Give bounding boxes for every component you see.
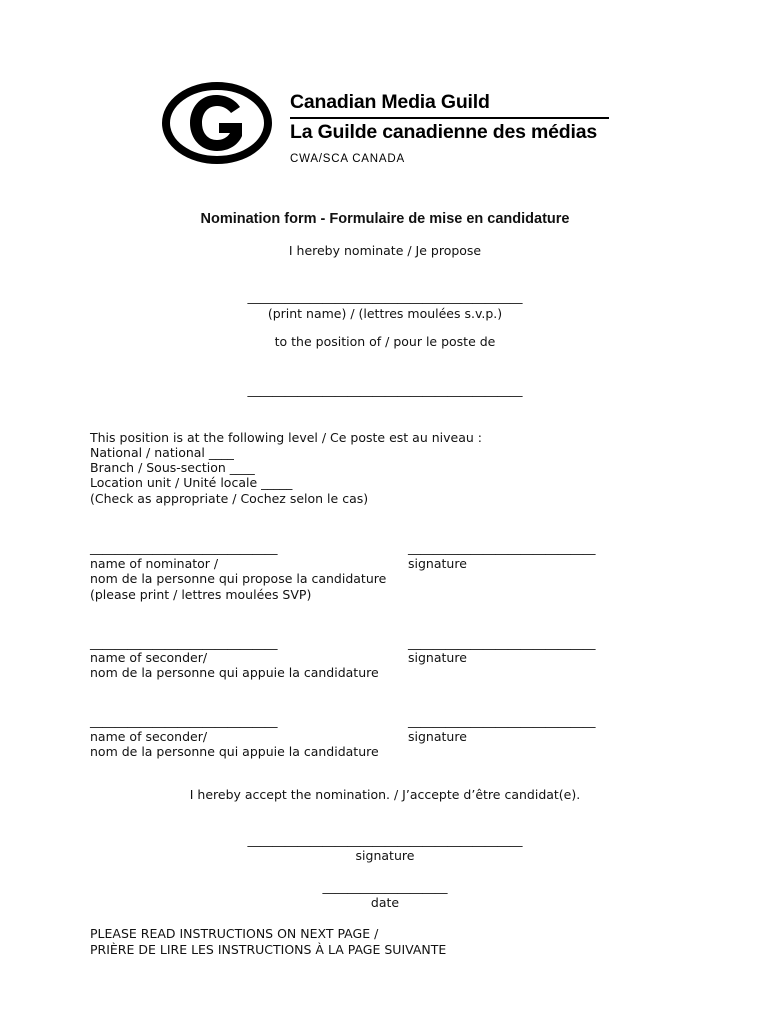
level-intro: This position is at the following level / Ce poste est au niveau : [90, 430, 482, 445]
org-affiliation: CWA/SCA CANADA [290, 153, 405, 165]
level-option-branch[interactable]: Branch / Sous-section ____ [90, 460, 255, 475]
footer-instructions-fr: PRIÈRE DE LIRE LES INSTRUCTIONS À LA PAGE SUIVANTE [90, 942, 447, 957]
seconder-1-signature-field[interactable]: ______________________________ [408, 635, 596, 650]
nominator-signature-field[interactable]: ______________________________ [408, 540, 596, 555]
date-field[interactable]: ____________________ [322, 879, 448, 894]
position-field[interactable]: ____________________________________________ [247, 382, 523, 397]
date-label: date [370, 895, 400, 910]
seconder-1-signature-label: signature [408, 650, 467, 665]
form-title: Nomination form - Formulaire de mise en candidature [200, 211, 570, 227]
seconder-2-label-fr: nom de la personne qui appuie la candidature [90, 744, 379, 759]
nominator-name-field[interactable]: ______________________________ [90, 540, 278, 555]
level-note: (Check as appropriate / Cochez selon le cas) [90, 491, 369, 506]
header-divider [290, 117, 609, 119]
org-name-en: Canadian Media Guild [290, 91, 490, 113]
position-intro: to the position of / pour le poste de [274, 334, 496, 349]
seconder-2-signature-label: signature [408, 729, 467, 744]
footer-instructions-en: PLEASE READ INSTRUCTIONS ON NEXT PAGE / [90, 926, 379, 941]
nominate-intro: I hereby nominate / Je propose [288, 243, 482, 258]
nominator-label: name of nominator / [90, 556, 219, 571]
acceptance-signature-field[interactable]: ____________________________________________ [247, 832, 523, 847]
level-option-national[interactable]: National / national ____ [90, 445, 234, 460]
guild-g-logo-icon [162, 82, 272, 164]
nominator-signature-label: signature [408, 556, 467, 571]
seconder-2-label: name of seconder/ [90, 729, 208, 744]
seconder-1-name-field[interactable]: ______________________________ [90, 635, 278, 650]
org-name-fr: La Guilde canadienne des médias [290, 121, 597, 143]
seconder-1-label: name of seconder/ [90, 650, 208, 665]
acceptance-signature-label: signature [355, 848, 415, 863]
seconder-2-signature-field[interactable]: ______________________________ [408, 713, 596, 728]
nominee-name-field[interactable]: ____________________________________________ [247, 289, 523, 304]
level-option-location[interactable]: Location unit / Unité locale _____ [90, 475, 293, 490]
nominee-caption: (print name) / (lettres moulées s.v.p.) [267, 306, 503, 321]
acceptance-statement: I hereby accept the nomination. / J’accepte d’être candidat(e). [189, 787, 581, 802]
seconder-2-name-field[interactable]: ______________________________ [90, 713, 278, 728]
seconder-1-label-fr: nom de la personne qui appuie la candidature [90, 665, 379, 680]
nominator-label-fr: nom de la personne qui propose la candidature [90, 571, 387, 586]
nominator-print-note: (please print / lettres moulées SVP) [90, 587, 312, 602]
